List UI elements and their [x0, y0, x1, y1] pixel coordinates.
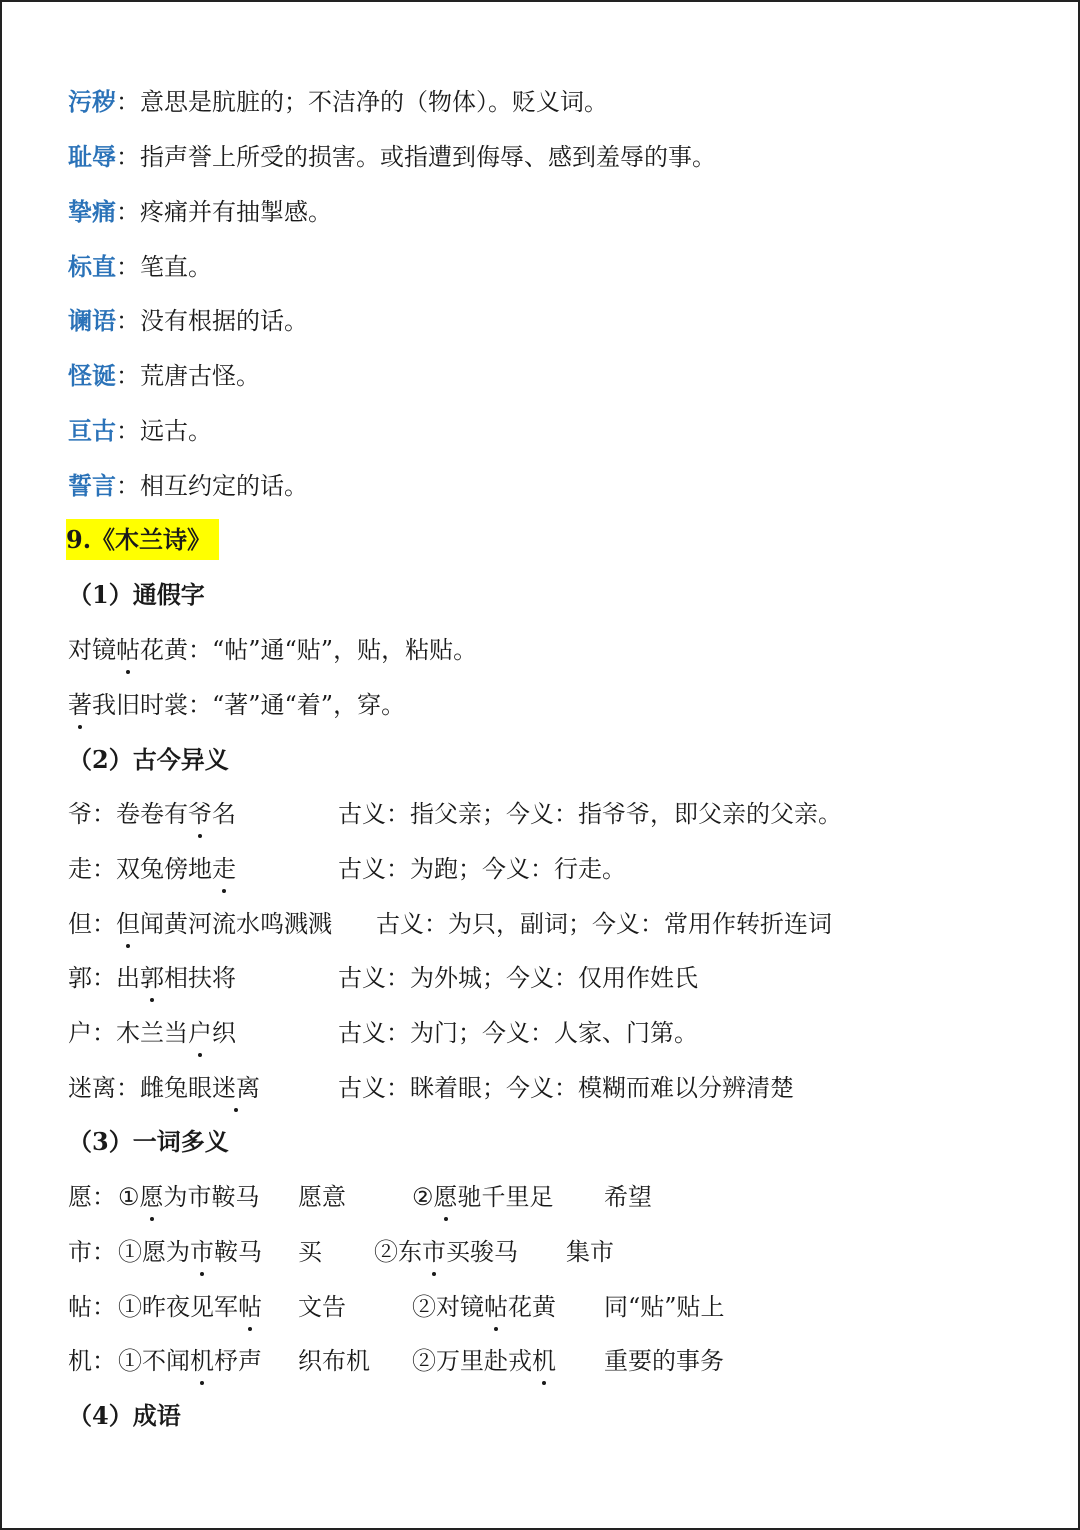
- tongjia-item: [68, 687, 405, 723]
- text: 买骏马: [446, 1238, 518, 1266]
- polysemy-head: 愿：: [68, 1183, 116, 1211]
- text: 花黄：“帖”通“贴”，贴，粘贴。: [140, 636, 478, 664]
- dotted-char: 但: [116, 906, 140, 942]
- gujin-meaning: 古义：为外城；今义：仅用作姓氏: [338, 964, 698, 992]
- text: 但：: [68, 910, 116, 938]
- vocab-line: [68, 413, 212, 449]
- vocab-definition: ：相互约定的话。: [116, 472, 308, 500]
- vocab-definition: ：荒唐古怪。: [116, 362, 260, 390]
- text: 名: [212, 800, 236, 828]
- gujin-example: [68, 1015, 236, 1051]
- dotted-char: 市: [422, 1234, 446, 1270]
- polysemy-sense-1: [118, 1179, 260, 1215]
- polysemy-head: 帖：: [68, 1293, 116, 1321]
- polysemy-meaning-1: 织布机: [298, 1347, 370, 1375]
- dotted-char: 帖: [238, 1289, 262, 1325]
- vocab-line: [68, 194, 332, 230]
- gujin-example: [68, 960, 236, 996]
- polysemy-sense-2: [412, 1289, 556, 1325]
- gujin-meaning: 古义：为门；今义：人家、门第。: [338, 1019, 698, 1047]
- polysemy-meaning-1: 愿意: [298, 1183, 346, 1211]
- gujin-example: [68, 906, 332, 942]
- gujin-meaning: 古义：眯着眼；今义：模糊而难以分辨清楚: [338, 1074, 794, 1102]
- text: ②东: [374, 1238, 422, 1266]
- text: 为市鞍马: [163, 1183, 260, 1211]
- polysemy-meaning-2: 重要的事务: [604, 1347, 724, 1375]
- dotted-char: 郭: [140, 960, 164, 996]
- subheading-gujinyiyi: （2）古今异义: [68, 745, 229, 774]
- text: 郭：出: [68, 964, 140, 992]
- gujin-meaning: 古义：为只，副词；今义：常用作转折连词: [376, 910, 832, 938]
- dotted-char: 愿: [140, 1179, 164, 1215]
- dotted-char: 迷离: [212, 1070, 260, 1106]
- vocab-line: [68, 139, 716, 175]
- gujin-meaning: 古义：为跑；今义：行走。: [338, 855, 626, 883]
- dotted-char: 帖: [116, 632, 140, 668]
- polysemy-sense-1: [118, 1234, 262, 1270]
- dotted-char: 帖: [484, 1289, 508, 1325]
- polysemy-sense-1: [118, 1289, 262, 1325]
- text: ①昨夜见军: [118, 1293, 238, 1321]
- text: 杼声: [214, 1347, 262, 1375]
- gujin-example: [68, 851, 236, 887]
- polysemy-sense-2: [412, 1343, 556, 1379]
- vocab-line: [68, 358, 260, 394]
- vocab-term: 亘古: [68, 416, 116, 445]
- section-title: 9.《木兰诗》: [66, 519, 219, 560]
- text: ①不闻: [118, 1347, 190, 1375]
- polysemy-meaning-2: 同“贴”贴上: [604, 1293, 725, 1321]
- text: 相扶将: [164, 964, 236, 992]
- dotted-char: 愿: [434, 1179, 458, 1215]
- polysemy-sense-1: [118, 1343, 262, 1379]
- dotted-char: 著: [68, 687, 92, 723]
- polysemy-row: [68, 1343, 1018, 1379]
- text: 走：双兔傍地: [68, 855, 212, 883]
- dotted-char: 机: [190, 1343, 214, 1379]
- gujin-example: [68, 796, 236, 832]
- text: 织: [212, 1019, 236, 1047]
- polysemy-head: 市：: [68, 1238, 116, 1266]
- vocab-line: [68, 84, 608, 120]
- text: 迷离：雌兔眼: [68, 1074, 212, 1102]
- polysemy-head: 机：: [68, 1347, 116, 1375]
- vocab-line: [68, 468, 308, 504]
- text: 花黄: [508, 1293, 556, 1321]
- vocab-term: 污秽: [68, 87, 116, 116]
- polysemy-meaning-1: 文告: [298, 1293, 346, 1321]
- text: 驰千里足: [457, 1183, 554, 1211]
- text: ②对镜: [412, 1293, 484, 1321]
- vocab-term: 标直: [68, 252, 116, 281]
- vocab-term: 誓言: [68, 471, 116, 500]
- text: 我旧时裳：“著”通“着”，穿。: [92, 691, 406, 719]
- text: 户：木兰当: [68, 1019, 188, 1047]
- vocab-definition: ：笔直。: [116, 253, 212, 281]
- vocab-line: [68, 249, 212, 285]
- polysemy-row: [68, 1234, 1018, 1270]
- text: ②万里赴戎: [412, 1347, 532, 1375]
- vocab-definition: ：意思是肮脏的；不洁净的（物体）。贬义词。: [116, 88, 608, 116]
- vocab-term: 谰语: [68, 306, 116, 335]
- gujin-meaning: 古义：指父亲；今义：指爷爷，即父亲的父亲。: [338, 800, 842, 828]
- polysemy-row: [68, 1289, 1018, 1325]
- text: 闻黄河流水鸣溅溅: [140, 910, 332, 938]
- vocab-definition: ：指声誉上所受的损害。或指遭到侮辱、感到羞辱的事。: [116, 143, 716, 171]
- dotted-char: 机: [532, 1343, 556, 1379]
- gujin-row: [68, 1070, 1018, 1106]
- text: 爷：卷卷有: [68, 800, 188, 828]
- vocab-line: [68, 303, 308, 339]
- vocab-term: 怪诞: [68, 361, 116, 390]
- vocab-definition: ：远古。: [116, 417, 212, 445]
- gujin-row: [68, 906, 1018, 942]
- dotted-char: 市: [190, 1234, 214, 1270]
- tongjia-item: [68, 632, 477, 668]
- subheading-tongjiazi: （1）通假字: [68, 580, 205, 609]
- subheading-yiciduoyi: （3）一词多义: [68, 1127, 229, 1156]
- gujin-row: [68, 960, 1018, 996]
- gujin-example: [68, 1070, 260, 1106]
- gujin-row: [68, 796, 1018, 832]
- dotted-char: 户: [188, 1015, 212, 1051]
- polysemy-sense-2: [374, 1234, 518, 1270]
- vocab-definition: ：没有根据的话。: [116, 307, 308, 335]
- dotted-char: 爷: [188, 796, 212, 832]
- text: 对镜: [68, 636, 116, 664]
- polysemy-meaning-1: 买: [298, 1238, 322, 1266]
- vocab-definition: ：疼痛并有抽掣感。: [116, 198, 332, 226]
- vocab-term: 挚痛: [68, 197, 116, 226]
- gujin-row: [68, 1015, 1018, 1051]
- section-heading: [68, 522, 219, 558]
- dotted-char: 走: [212, 851, 236, 887]
- text: ②: [412, 1183, 434, 1211]
- polysemy-row: [68, 1179, 1018, 1215]
- text: 鞍马: [214, 1238, 262, 1266]
- polysemy-meaning-2: 集市: [566, 1238, 614, 1266]
- text: ①愿为: [118, 1238, 190, 1266]
- gujin-row: [68, 851, 1018, 887]
- vocab-term: 耻辱: [68, 142, 116, 171]
- polysemy-meaning-2: 希望: [604, 1183, 652, 1211]
- subheading-chengyu: （4）成语: [68, 1401, 181, 1430]
- text: ①: [118, 1183, 140, 1211]
- polysemy-sense-2: [412, 1179, 554, 1215]
